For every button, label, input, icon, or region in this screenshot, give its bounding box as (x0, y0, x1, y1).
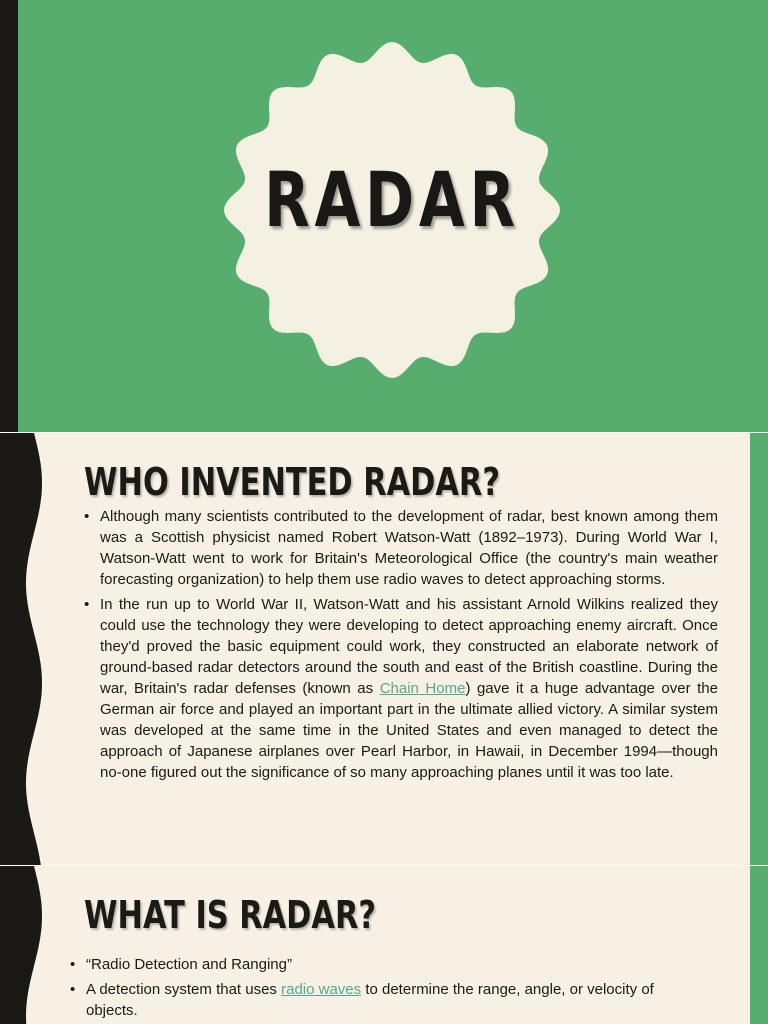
who-bullet-1-text: Although many scientists contributed to the development of radar, best known among them was a Scottish physicist named Robert Watson-Watt (1892–1973). During World War I, Watson-Watt went to work for Britain's Meteorological Office (the country's main weather forecasting organization) to help them use radio waves to detect approaching storms. (100, 508, 718, 588)
who-heading: WHO INVENTED RADAR? (84, 460, 500, 504)
bullet-marker: • (70, 981, 76, 998)
what-bullet-2-text-start: A detection system that uses (86, 981, 282, 998)
chain-home-link[interactable]: Chain Home (379, 680, 466, 697)
bullet-marker: • (70, 956, 76, 973)
bullet-marker: • (84, 596, 90, 613)
who-bullet-2-text-end: ) gave it a huge advantage over the German air force and played an important part in the ultimate allied victory. A similar system was developed at the same time in the United States and even managed to detect the approach of Japanese airplanes over Pearl Harbor, in Hawaii, in December 1994—though no-one figured out the significance of so many approaching planes until it was too late. (100, 680, 718, 781)
what-is-slide (0, 866, 768, 1024)
who-bullet-1 (84, 506, 718, 590)
what-bullet-2 (70, 979, 690, 1021)
who-bullet-list (84, 506, 718, 787)
slide-title: RADAR (264, 155, 520, 244)
who-invented-slide (0, 433, 768, 865)
left-dark-bar (0, 0, 18, 432)
wavy-left-border (0, 866, 50, 1024)
green-right-edge (750, 433, 768, 865)
who-bullet-2-text-start: In the run up to World War II, Watson-Watt and his assistant Arnold Wilkins realized they could use the technology they were developing to detect approaching enemy aircraft. Once they'd proved the basic equipment could work, they constructed an elaborate network of ground-based radar detectors around the south and east of the British coastline. During the war, Britain's radar defenses (known as (100, 596, 718, 697)
wavy-left-border (0, 433, 50, 865)
who-bullet-2 (84, 594, 718, 783)
green-right-edge (750, 866, 768, 1024)
what-bullet-2-text-end: to determine the range, angle, or velocity of objects. (86, 981, 654, 1019)
what-bullet-1-text: “Radio Detection and Ranging” (86, 956, 292, 973)
what-bullet-1 (70, 954, 690, 975)
radio-waves-link[interactable]: radio waves (281, 981, 362, 998)
bullet-marker: • (84, 508, 90, 525)
what-bullet-list (70, 954, 690, 1024)
what-heading: WHAT IS RADAR? (84, 893, 376, 937)
title-slide (0, 0, 768, 432)
